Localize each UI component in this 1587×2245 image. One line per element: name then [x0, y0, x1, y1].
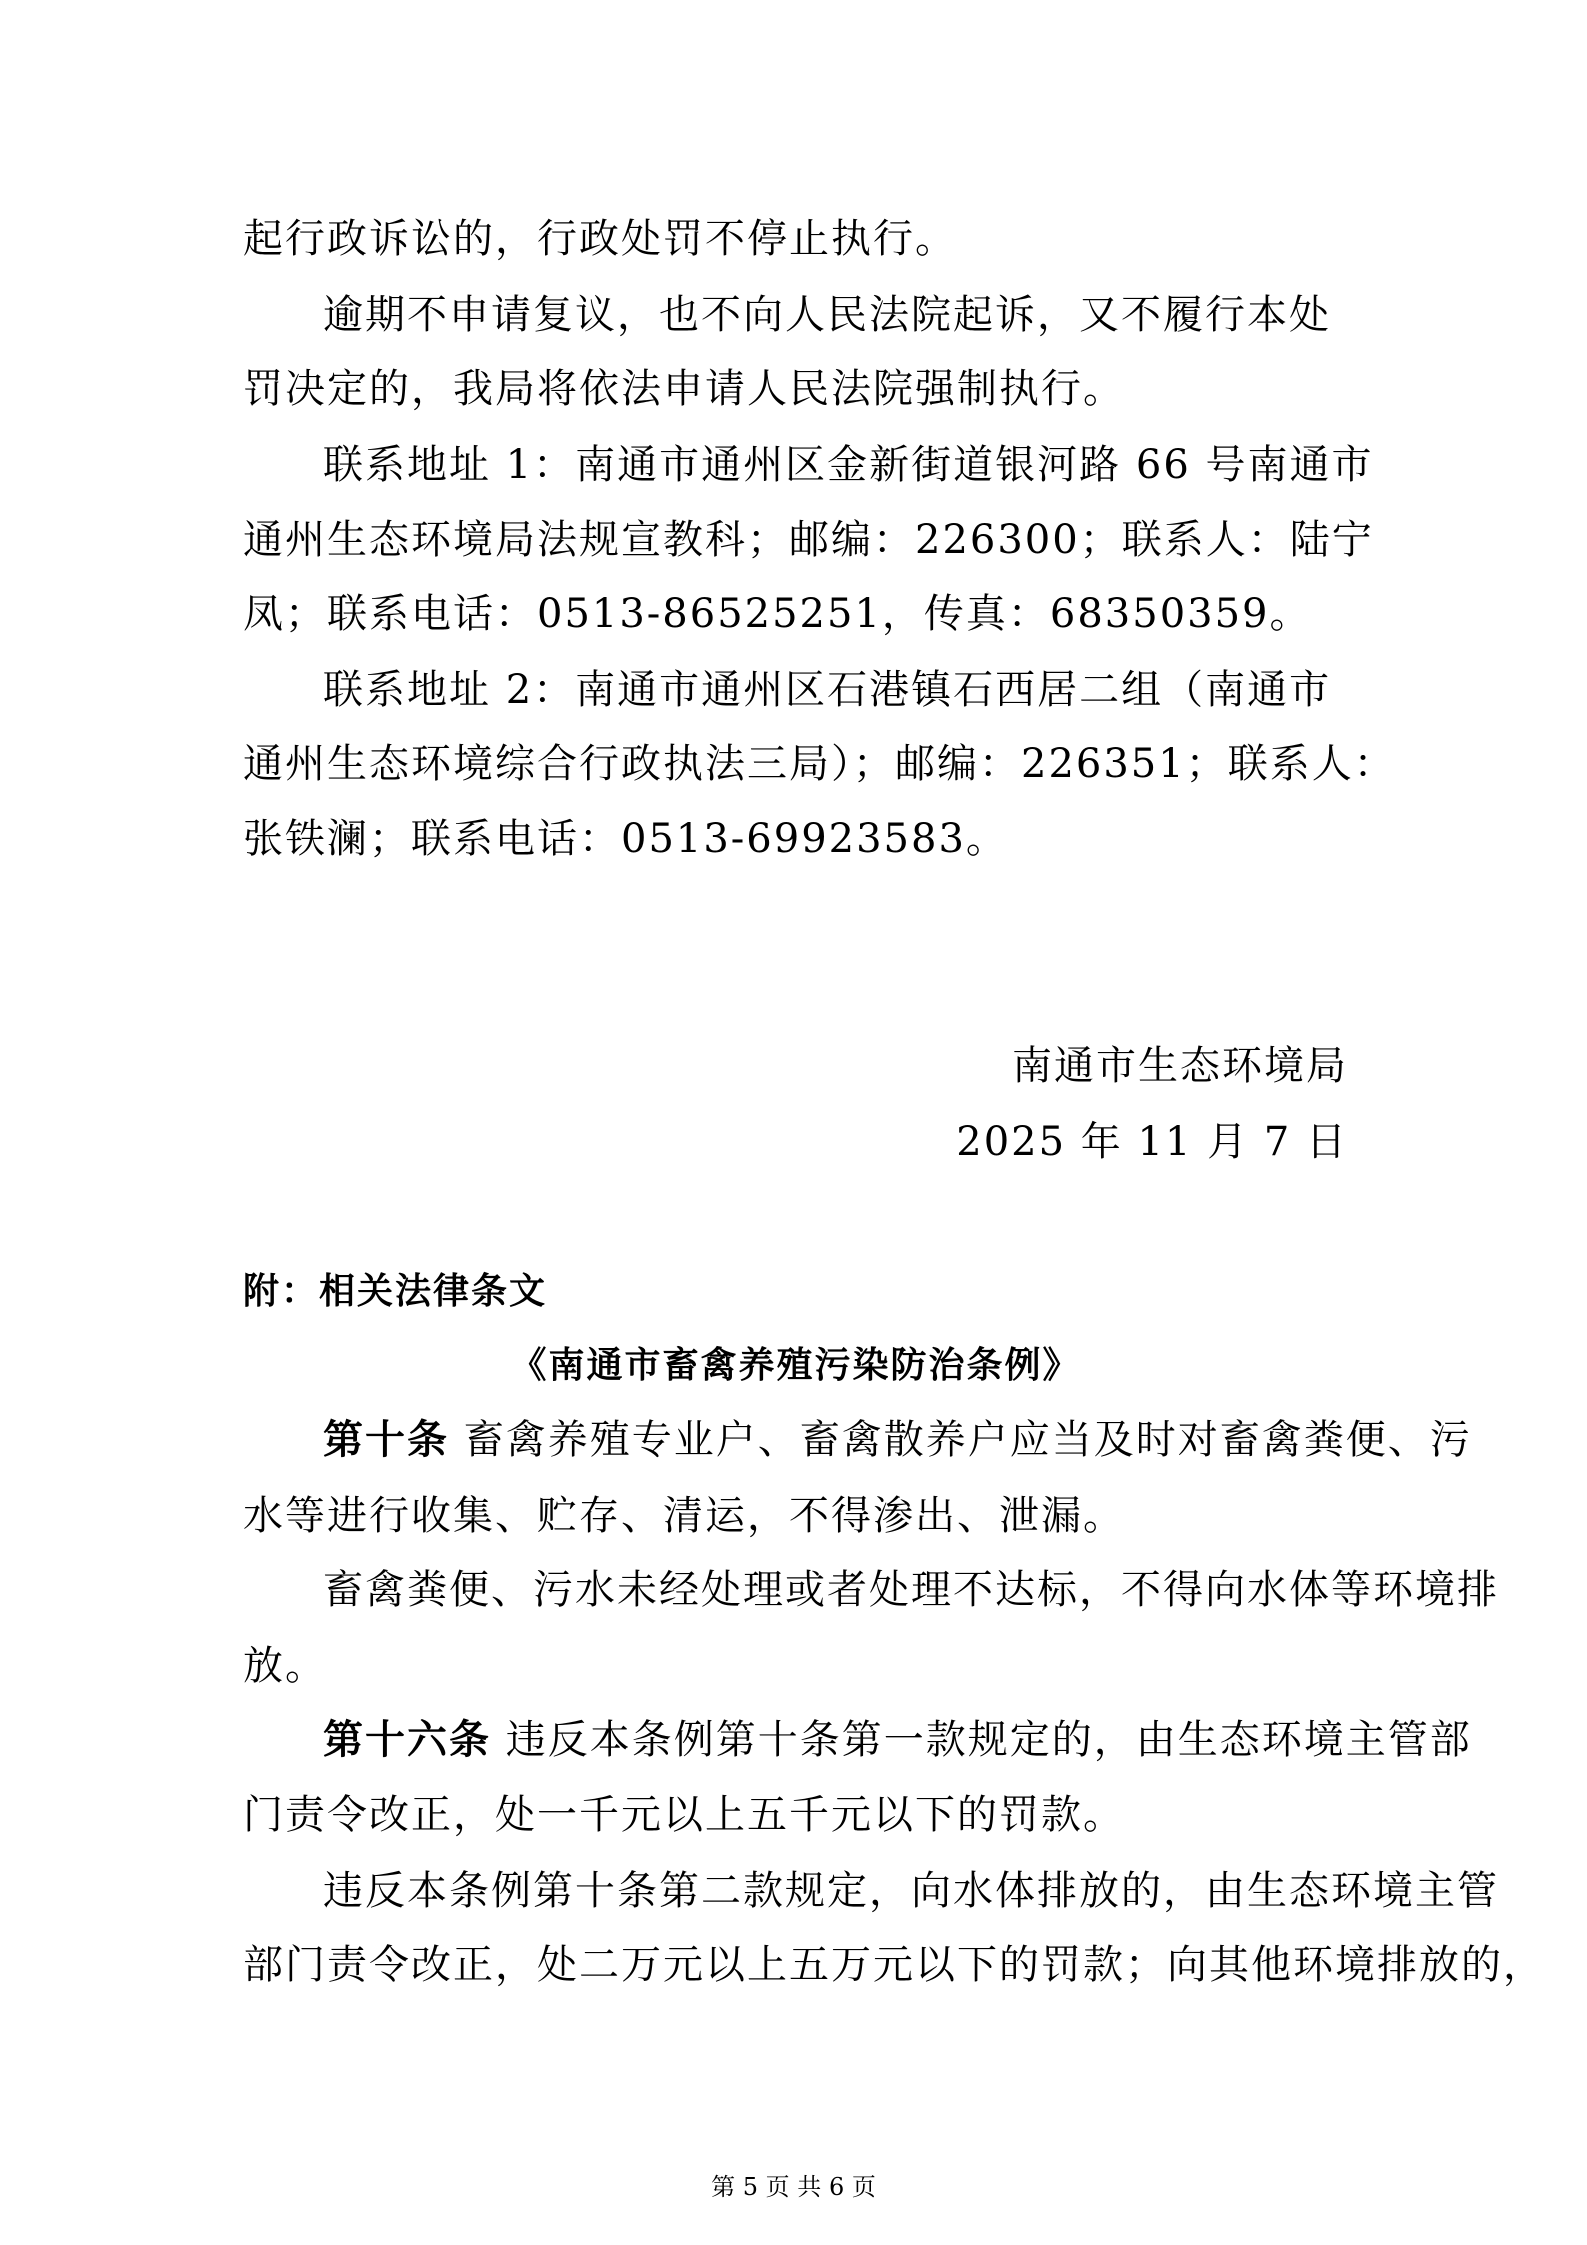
article-16-line: 门责令改正，处一千元以上五千元以下的罚款。 [243, 1792, 1125, 1838]
article-10-text: 畜禽养殖专业户、畜禽散养户应当及时对畜禽粪便、污 [449, 1417, 1472, 1463]
body-line: 凤；联系电话：0513-86525251，传真：68350359。 [243, 591, 1312, 637]
article-10-line: 水等进行收集、贮存、清运，不得渗出、泄漏。 [243, 1493, 1125, 1539]
signature-org: 南通市生态环境局 [1012, 1043, 1348, 1089]
article-16-line [323, 1712, 1472, 1768]
body-line: 逾期不申请复议，也不向人民法院起诉，又不履行本处 [323, 292, 1331, 338]
body-line: 起行政诉讼的，行政处罚不停止执行。 [243, 216, 957, 262]
article-16-para2: 部门责令改正，处二万元以上五万元以下的罚款；向其他环境排放的， [243, 1942, 1545, 1988]
page-number: 第 5 页 共 6 页 [711, 2173, 876, 2201]
body-line: 通州生态环境局法规宣教科；邮编：226300；联系人：陆宁 [243, 517, 1374, 563]
contact-address-2: 联系地址 2：南通市通州区石港镇石西居二组（南通市 [323, 667, 1332, 713]
body-line: 罚决定的，我局将依法申请人民法院强制执行。 [243, 366, 1125, 412]
article-10-label: 第十条 [323, 1417, 449, 1463]
article-16-text: 违反本条例第十条第一款规定的，由生态环境主管部 [491, 1717, 1472, 1763]
article-10-para2: 畜禽粪便、污水未经处理或者处理不达标，不得向水体等环境排 [323, 1567, 1499, 1613]
article-10-para2: 放。 [243, 1643, 327, 1689]
appendix-heading: 附：相关法律条文 [243, 1271, 548, 1312]
law-title: 《南通市畜禽养殖污染防治条例》 [510, 1345, 1081, 1386]
contact-address-1: 联系地址 1：南通市通州区金新街道银河路 66 号南通市 [323, 442, 1374, 488]
article-10-line [323, 1412, 1472, 1468]
signature-date: 2025 年 11 月 7 日 [956, 1119, 1348, 1165]
article-16-label: 第十六条 [323, 1717, 491, 1763]
article-16-para2: 违反本条例第十条第二款规定，向水体排放的，由生态环境主管 [323, 1868, 1499, 1914]
body-line: 张铁澜；联系电话：0513-69923583。 [243, 816, 1008, 862]
body-line: 通州生态环境综合行政执法三局）；邮编：226351；联系人： [243, 741, 1396, 787]
